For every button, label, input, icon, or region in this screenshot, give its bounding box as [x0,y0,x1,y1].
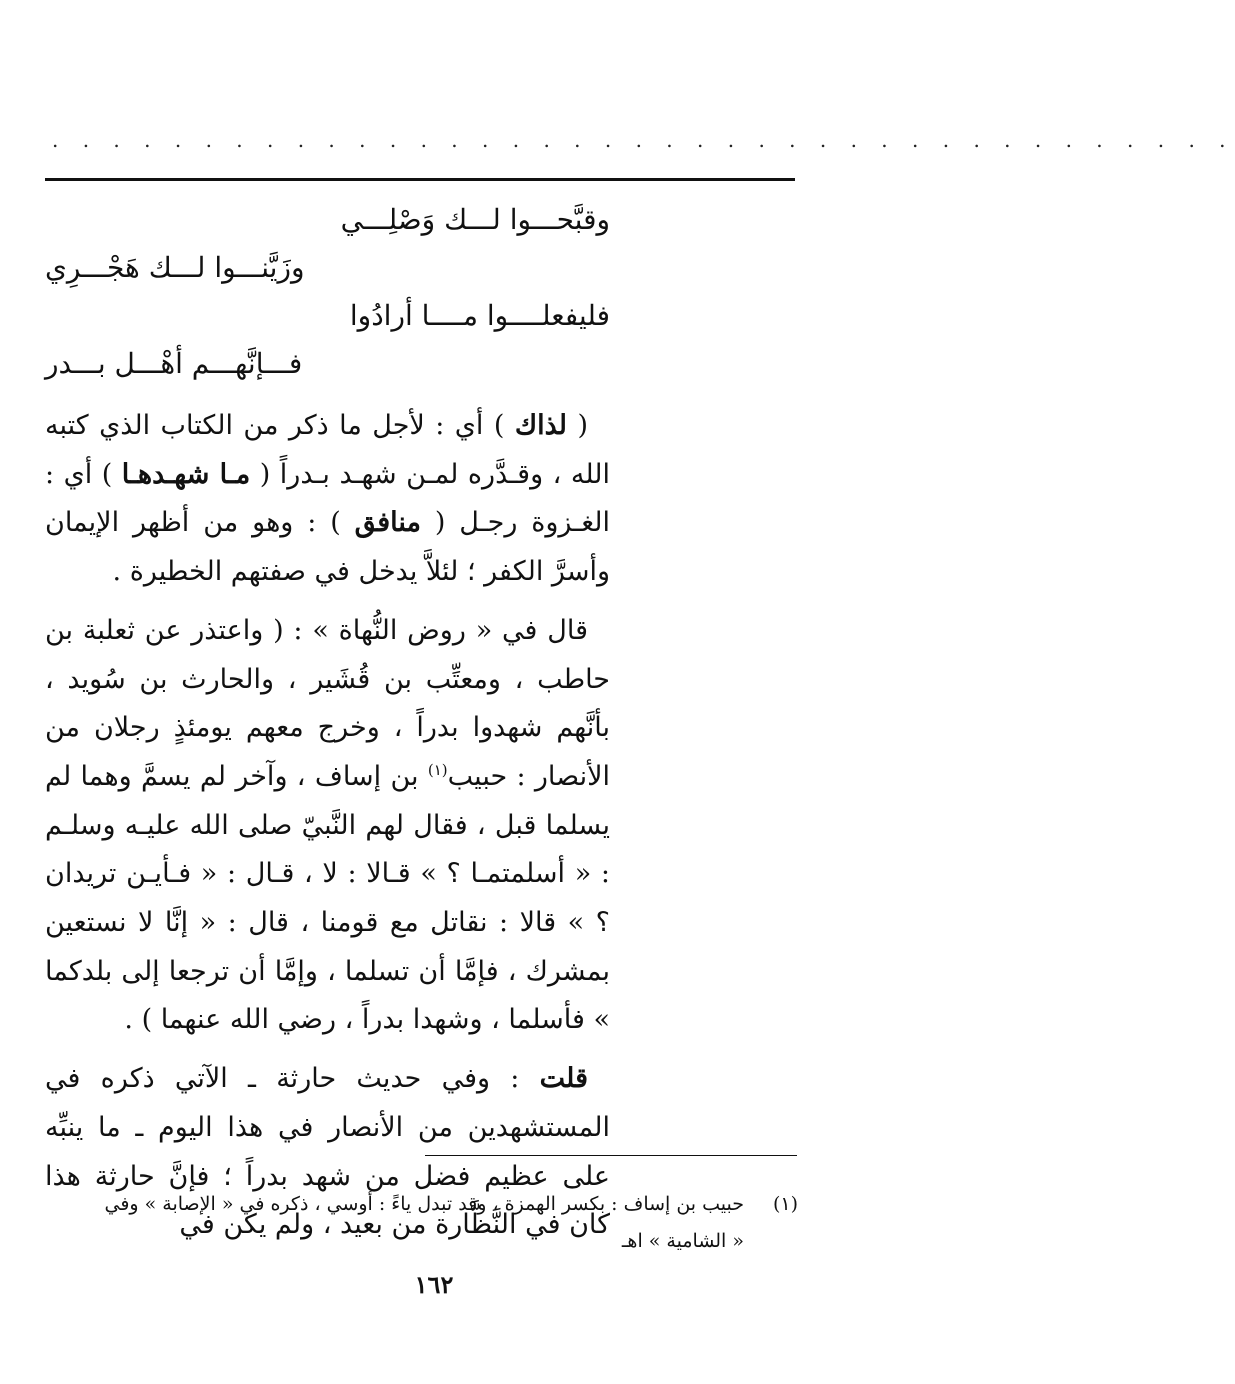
p1-open: ( [567,410,588,441]
footnote-line-1: حبيب بن إساف : بكسر الهمزة ، وقد تبدل ياءً : أوسي ، ذكره في « الإصابة » وفي [104,1193,744,1215]
header-dotted-line: . . . . . . . . . . . . . . . . . . . . . . . . . . . . . . . . . . . . . . . [52,128,1235,152]
p1-term-2: مـا شهـدهـا [121,458,251,490]
page-number: ١٦٢ [414,1270,454,1299]
footnote-marker: (١) [427,760,448,779]
p1-text-2: ) أي : الغـزوة رجـل ( [45,458,610,539]
verse-line-4: فـــإنَّهـــم أهْـــل بـــدر [45,347,303,380]
verse-line-2: وزَيَّنـــوا لـــك هَجْـــرِي [45,251,305,284]
footnote [45,1186,798,1260]
p3-text: : وفي حديث حارثة ـ الآتي ذكره في المستشهدين من الأنصار في هذا اليوم ـ ما ينبِّه على عظيم فضل من شهد بدراً ؛ فإنَّ حارثة هذا كان في النَّظَّارة من بعيد ، ولم يكن في [45,1063,610,1241]
verse-line-1: وقبَّحـــوا لـــك وَصْلِـــي [340,203,610,236]
p1-text-3: ) : وهو من أظهر الإيمان وأسرَّ الكفر ؛ لئلاَّ يدخل في صفتهم الخطيرة . [45,507,610,588]
p1-text-1: ) أي : لأجل ما ذكر من الكتاب الذي كتبه الله ، وقـدَّره لمـن شهـد بـدراً ( [45,410,610,490]
p3-term: قلت [539,1063,588,1095]
verse-line-3: فليفعلــــوا مــــا أرادُوا [349,299,610,332]
footnote-number: (١) [772,1193,798,1215]
p1-term-1: لذاك [514,410,568,441]
main-text [45,196,610,1250]
p2-text-b: بن إساف ، وآخر لم يسمَّ وهما لم يسلما قبل ، فقال لهم النَّبيّ صلى الله عليـه وسلـم : « أسلمتمـا ؟ » قـالا : لا ، قـال : « فـأيـن تريدان ؟ » قالا : نقاتل مع قومنا ، قال : « إنَّا لا نستعين بمشرك ، فإمَّا أن تسلما ، وإمَّا أن ترجعا إلى بلدكما » فأسلما ، وشهدا بدراً ، رضي الله عنهما ) . [45,760,610,1036]
footnote-rule [425,1155,797,1156]
paragraph-2 [45,607,610,1045]
p1-term-3: منافق [354,507,421,539]
header-rule [45,178,795,181]
footnote-line-2: « الشامية » اهـ [621,1230,744,1252]
paragraph-1 [45,402,610,597]
p2-text-a: قال في « روض النُّهاة » : ( واعتذر عن ثعلبة بن حاطب ، ومعتِّب بن قُشَير ، والحارث بن سُويد ، بأنَّهم شهدوا بدراً ، وخرج معهم يومئذٍ رجلان من الأنصار : حبيب [45,614,610,792]
